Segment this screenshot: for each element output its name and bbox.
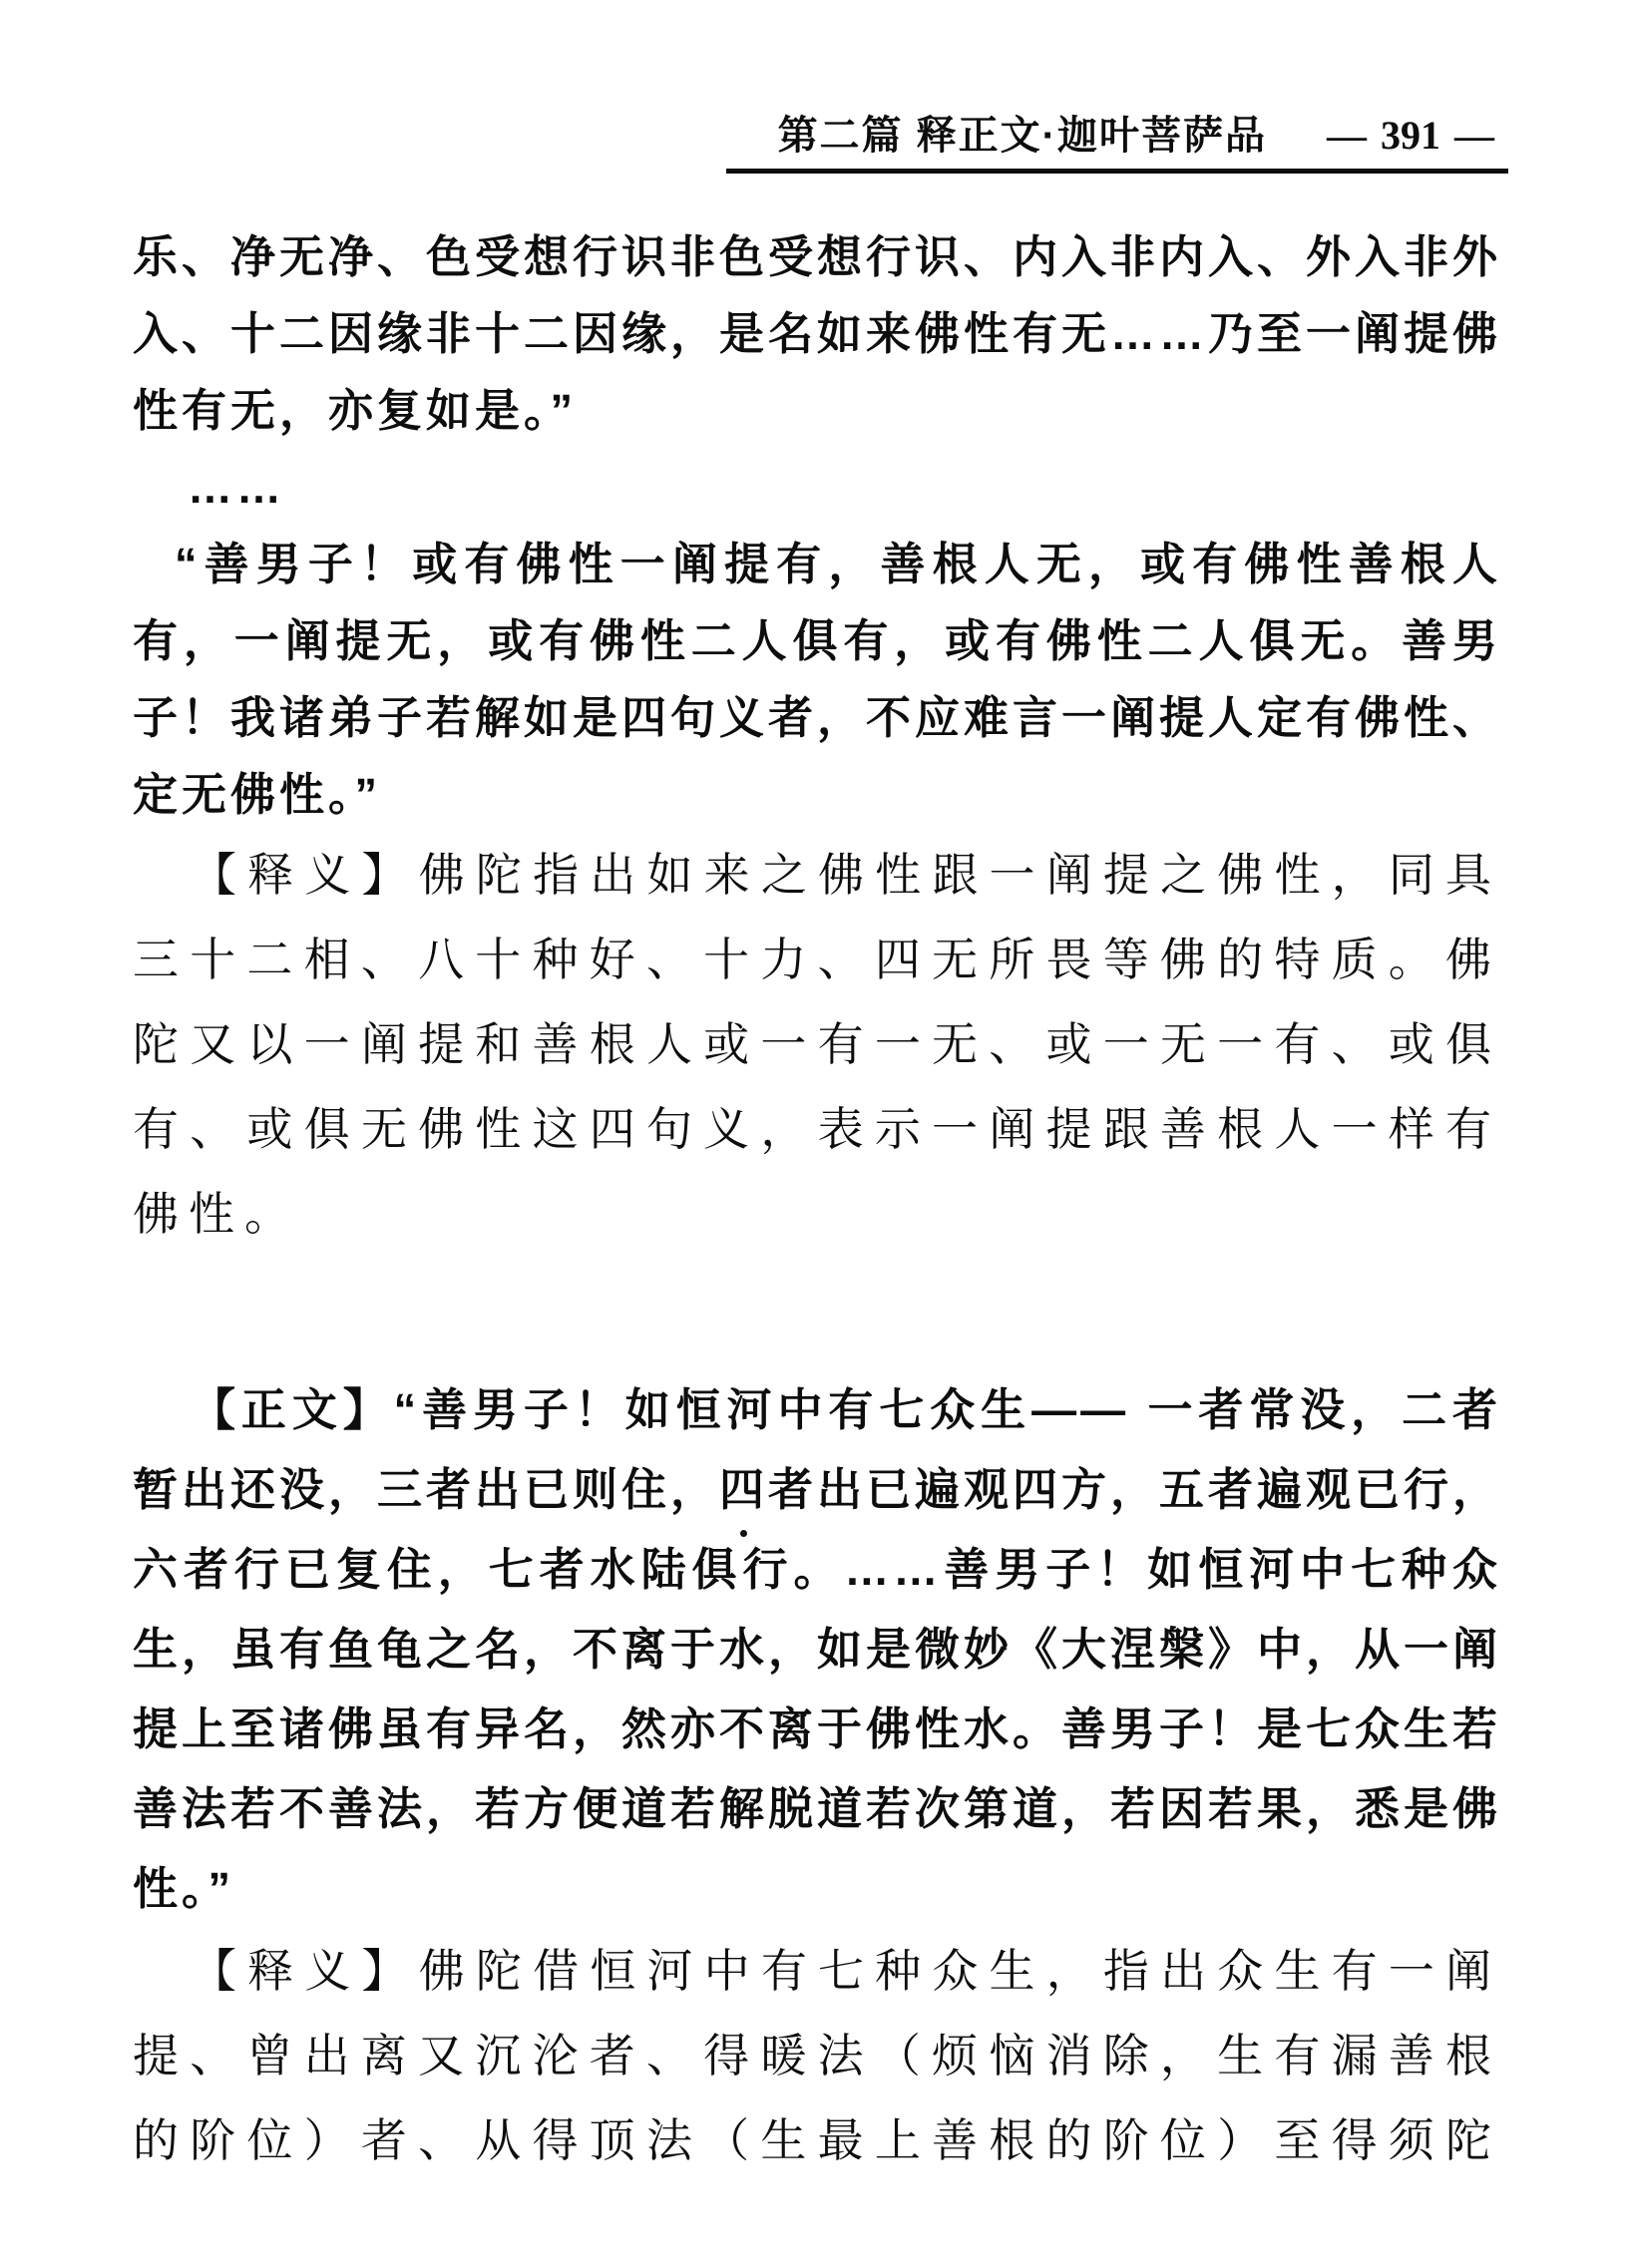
paragraph-scripture-four-propositions xyxy=(133,526,1501,833)
text-line: 提、曾出离又沉沦者、得暖法（烦恼消除，生有漏善根 xyxy=(133,2031,1501,2081)
page-number: 391 xyxy=(1381,113,1440,158)
text-line: “善男子！或有佛性一阐提有，善根人无，或有佛性善根人 xyxy=(175,539,1501,589)
text-line: 【释义】佛陀借恒河中有七种众生，指出众生有一阐 xyxy=(191,1946,1501,1997)
text-line: 生，虽有鱼龟之名，不离于水，如是微妙《大涅槃》中，从一阐 xyxy=(133,1624,1502,1675)
running-head xyxy=(720,112,1508,160)
text-line: 【释义】佛陀指出如来之佛性跟一阐提之佛性，同具 xyxy=(191,850,1501,901)
text-line: 性。” xyxy=(133,1863,235,1914)
text-line: 有，一阐提无，或有佛性二人俱有，或有佛性二人俱无。善男 xyxy=(133,615,1501,666)
text-line: 暂出还没，三者出已则住，四者出已遍观四方，五者遍观已行， xyxy=(133,1464,1502,1515)
paragraph-scripture-continued xyxy=(133,218,1501,449)
text-line: 【正文】“善男子！如恒河中有七众生—— 一者常没，二者 xyxy=(191,1384,1501,1435)
text-line: 定无佛性。” xyxy=(133,769,382,820)
text-line: 有、或俱无佛性这四句义，表示一阐提跟善根人一样有 xyxy=(133,1104,1501,1155)
page-number-group xyxy=(1313,112,1508,160)
text-line: 性有无，亦复如是。” xyxy=(133,385,578,436)
page-number-dash-right: — xyxy=(1454,113,1494,158)
text-line: 提上至诸佛虽有异名，然亦不离于佛性水。善男子！是七众生若 xyxy=(133,1703,1502,1754)
text-line: 佛性。 xyxy=(133,1189,300,1240)
text-line: 子！我诸弟子若解如是四句义者，不应难言一阐提人定有佛性、 xyxy=(133,692,1502,743)
text-line: …… xyxy=(188,462,285,513)
text-line: 陀又以一阐提和善根人或一有一无、或一无一有、或俱 xyxy=(133,1019,1501,1070)
paragraph-exegesis-2 xyxy=(133,1929,1501,2183)
header-rule xyxy=(726,169,1508,174)
text-column xyxy=(133,218,1501,2183)
text-line: 六者行已复住，七者水陆俱行。……善男子！如恒河中七种众 xyxy=(133,1544,1501,1595)
paragraph-exegesis-1 xyxy=(133,833,1501,1257)
paragraph-ellipsis xyxy=(133,449,1501,526)
chapter-title: 第二篇 释正文·迦叶菩萨品 xyxy=(777,114,1267,158)
paragraph-scripture-seven-beings xyxy=(133,1370,1501,1929)
text-line: 三十二相、八十种好、十力、四无所畏等佛的特质。佛 xyxy=(133,935,1501,985)
text-line: 的阶位）者、从得顶法（生最上善根的阶位）至得须陀 xyxy=(133,2115,1501,2166)
text-line: 入、十二因缘非十二因缘，是名如来佛性有无……乃至一阐提佛 xyxy=(133,308,1502,359)
page-number-dash-left: — xyxy=(1327,113,1367,158)
text-line: 善法若不善法，若方便道若解脱道若次第道，若因若果，悉是佛 xyxy=(133,1783,1502,1834)
text-line: 乐、净无净、色受想行识非色受想行识、内入非内入、外入非外 xyxy=(133,231,1502,282)
scan-speck xyxy=(740,1530,747,1537)
